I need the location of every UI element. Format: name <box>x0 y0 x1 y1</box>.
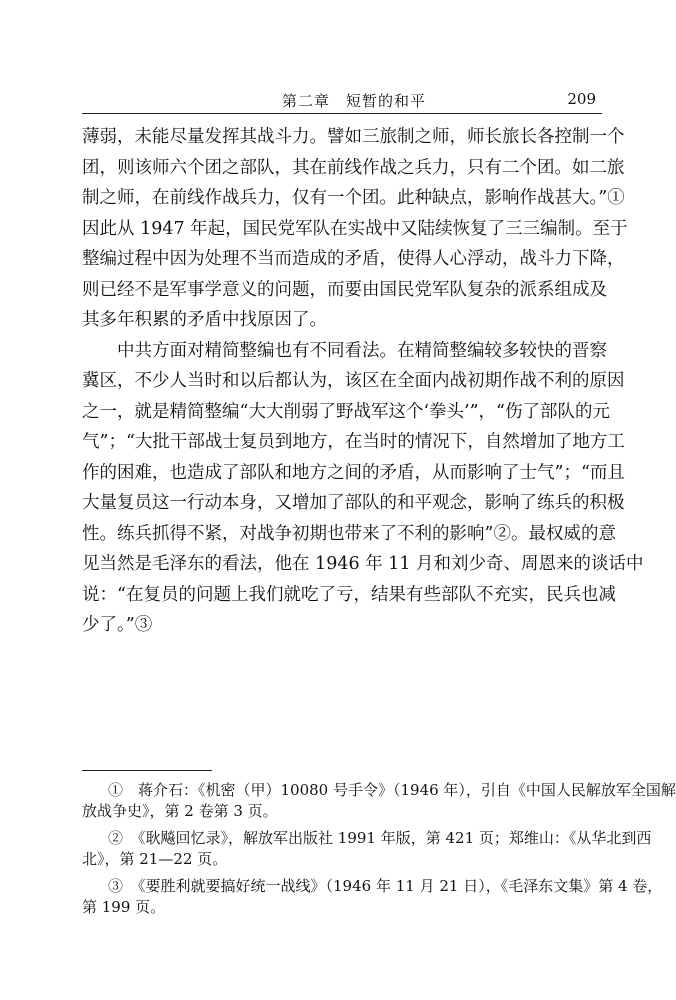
text-line: 其多年积累的矛盾中找原因了。 <box>82 310 327 330</box>
footnotes <box>82 780 676 918</box>
text-line: 则已经不是军事学意义的问题，而要由国民党军队复杂的派系组成及 <box>82 279 607 300</box>
text-line: 之一，就是精简整编“大大削弱了野战军这个‘拳头’”，“伤了部队的元 <box>82 401 610 422</box>
text-line: 薄弱，未能尽量发挥其战斗力。譬如三旅制之师，师长旅长各控制一个 <box>82 127 625 147</box>
footnote-2-line: 北》，第 21—22 页。 <box>82 850 228 868</box>
text-line: 团，则该师六个团之部队，其在前线作战之兵力，只有二个团。如二旅 <box>82 157 625 178</box>
text-line: 冀区，不少人当时和以后都认为，该区在全面内战初期作战不利的原因 <box>82 371 625 391</box>
page-number: 209 <box>567 90 596 108</box>
running-header <box>82 90 602 114</box>
text-line: 性。练兵抓得不紧，对战争初期也带来了不利的影响”②。最权威的意 <box>82 523 616 544</box>
footnote-2-line: ② 《耿飚回忆录》，解放军出版社 1991 年版，第 421 页；郑维山：《从华北到西 <box>108 829 652 847</box>
text-line: 大量复员这一行动本身，又增加了部队的和平观念，影响了练兵的积极 <box>82 493 625 513</box>
footnote-3-line: 第 199 页。 <box>82 898 166 916</box>
text-line: 说：“在复员的问题上我们就吃了亏，结果有些部队不充实，民兵也减 <box>82 584 616 605</box>
text-line: 整编过程中因为处理不当而造成的矛盾，使得人心浮动，战斗力下降， <box>82 249 625 269</box>
footnote-1-line: 放战争史》，第 2 卷第 3 页。 <box>82 802 278 820</box>
text-line: 见当然是毛泽东的看法，他在 1946 年 11 月和刘少奇、周恩来的谈话中 <box>82 554 644 574</box>
text-line: 少了。”③ <box>82 615 153 635</box>
header-rule <box>82 113 602 114</box>
paragraph-start-line: 中共方面对精简整编也有不同看法。在精简整编较多较快的晋察 <box>117 340 607 361</box>
footnote-rule <box>82 770 212 771</box>
body-text <box>82 122 644 641</box>
text-line: 制之师，在前线作战兵力，仅有一个团。此种缺点，影响作战甚大。”① <box>82 188 625 208</box>
text-line: 作的困难，也造成了部队和地方之间的矛盾，从而影响了士气”；“而且 <box>82 462 625 483</box>
chapter-title: 第二章 短暂的和平 <box>282 92 427 110</box>
footnote-1-line: ① 蒋介石：《机密（甲）10080 号手令》（1946 年），引自《中国人民解放军全国解 <box>108 781 676 799</box>
text-line: 气”；“大批干部战士复员到地方，在当时的情况下，自然增加了地方工 <box>82 432 625 452</box>
text-line: 因此从 1947 年起，国民党军队在实战中又陆续恢复了三三编制。至于 <box>82 218 628 239</box>
footnote-3-line: ③ 《要胜利就要搞好统一战线》（1946 年 11 月 21 日），《毛泽东文集》第 4 卷， <box>108 877 663 895</box>
